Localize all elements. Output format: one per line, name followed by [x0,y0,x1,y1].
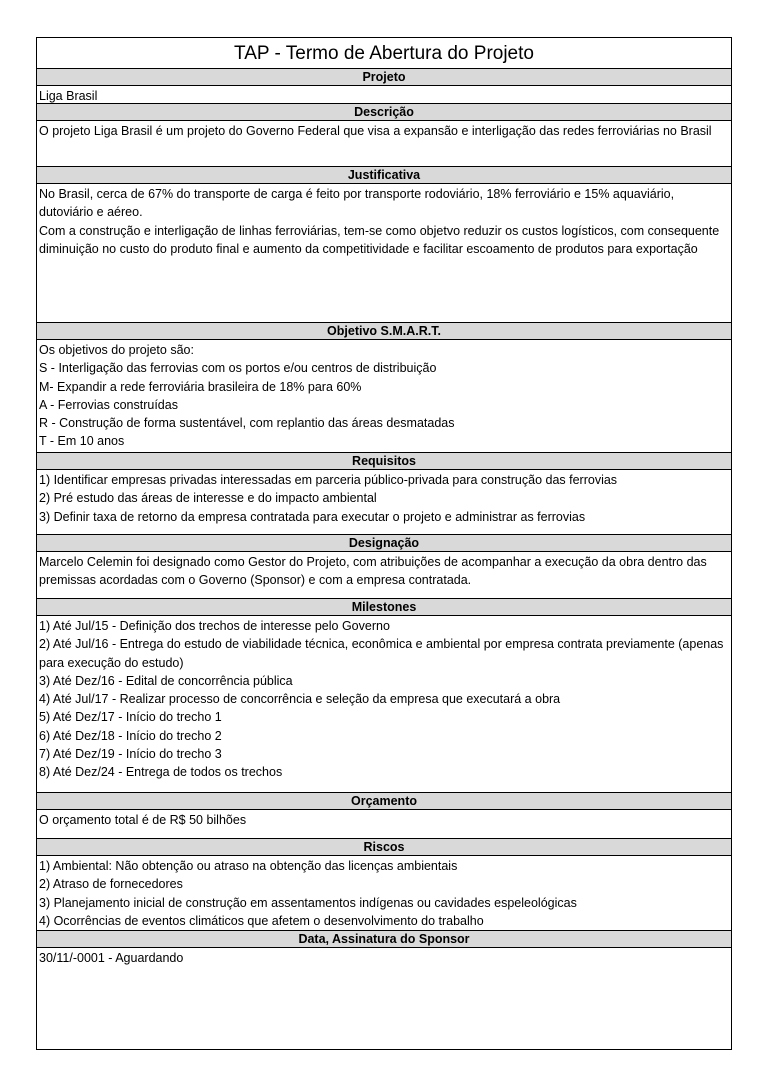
section-body-descricao [37,121,731,167]
milestone-item: 3) Até Dez/16 - Edital de concorrência pública [39,673,293,688]
descricao-line: O projeto Liga Brasil é um projeto do Governo Federal que visa a expansão e interligação das redes ferroviárias no Brasil [39,124,712,138]
section-header-justificativa: Justificativa [37,167,731,184]
section-body-riscos [37,856,731,931]
assinatura-line: 30/11/-0001 - Aguardando [39,951,184,965]
milestone-item: 7) Até Dez/19 - Início do trecho 3 [39,747,222,762]
orcamento-line: O orçamento total é de R$ 50 bilhões [39,813,247,827]
section-header-objetivo: Objetivo S.M.A.R.T. [37,323,731,340]
milestone-item: 2) Até Jul/16 - Entrega do estudo de viabilidade técnica, econômica e ambiental por empresa contrata previamente (apenas para execução do estudo) [39,637,724,670]
objetivo-line: S - Interligação das ferrovias com os portos e/ou centros de distribuição [39,361,437,376]
objetivo-line: A - Ferrovias construídas [39,397,178,412]
objetivo-line: T - Em 10 anos [39,434,125,449]
requisitos-line: 3) Definir taxa de retorno da empresa contratada para executar o projeto e administrar as ferrovias [39,509,586,524]
objetivo-line: Os objetivos do projeto são: [39,343,194,357]
requisitos-line: 2) Pré estudo das áreas de interesse e do impacto ambiental [39,491,377,506]
section-body-orcamento [37,810,731,839]
section-header-projeto: Projeto [37,69,731,86]
tap-form [36,37,732,1050]
section-body-milestones [37,616,731,793]
risco-item: 4) Ocorrências de eventos climáticos que afetem o desenvolvimento do trabalho [39,913,484,928]
section-body-designacao [37,552,731,599]
section-header-milestones: Milestones [37,599,731,616]
milestone-item: 5) Até Dez/17 - Início do trecho 1 [39,710,222,725]
risco-item: 3) Planejamento inicial de construção em assentamentos indígenas ou cavidades espeleológicas [39,895,577,910]
section-header-orcamento: Orçamento [37,793,731,810]
section-header-riscos: Riscos [37,839,731,856]
section-body-assinatura [37,948,731,1022]
section-body-requisitos [37,470,731,535]
designacao-line: Marcelo Celemin foi designado como Gestor do Projeto, com atribuições de acompanhar a execução da obra dentro das premissas acordadas com o Governo (Sponsor) e com a empresa contratada. [39,555,707,588]
section-body-objetivo [37,340,731,453]
risco-item: 2) Atraso de fornecedores [39,877,183,892]
milestone-item: 1) Até Jul/15 - Definição dos trechos de interesse pelo Governo [39,619,390,633]
justificativa-line: Com a construção e interligação de linhas ferroviárias, tem-se como objetvo reduzir os custos logísticos, com consequente diminuição no custo do produto final e aumento da competitividade e facilitar escoamento de produtos para exportação [39,223,720,256]
section-header-requisitos: Requisitos [37,453,731,470]
requisitos-line: 1) Identificar empresas privadas interessadas em parceria público-privada para construção das ferrovias [39,473,618,487]
projeto-line: Liga Brasil [39,89,98,103]
justificativa-line: No Brasil, cerca de 67% do transporte de carga é feito por transporte rodoviário, 18% ferroviário e 15% aquaviário, dutoviário e aéreo. [39,187,675,220]
section-body-justificativa [37,184,731,323]
objetivo-line: M- Expandir a rede ferroviária brasileira de 18% para 60% [39,379,362,394]
document-title: TAP - Termo de Abertura do Projeto [37,38,731,69]
milestone-item: 6) Até Dez/18 - Início do trecho 2 [39,728,222,743]
milestone-item: 8) Até Dez/24 - Entrega de todos os trechos [39,765,283,780]
section-body-projeto [37,86,731,104]
milestone-item: 4) Até Jul/17 - Realizar processo de concorrência e seleção da empresa que executará a obra [39,692,561,707]
section-header-designacao: Designação [37,535,731,552]
section-header-assinatura: Data, Assinatura do Sponsor [37,931,731,948]
objetivo-line: R - Construção de forma sustentável, com replantio das áreas desmatadas [39,416,455,431]
section-header-descricao: Descrição [37,104,731,121]
risco-item: 1) Ambiental: Não obtenção ou atraso na obtenção das licenças ambientais [39,859,458,873]
